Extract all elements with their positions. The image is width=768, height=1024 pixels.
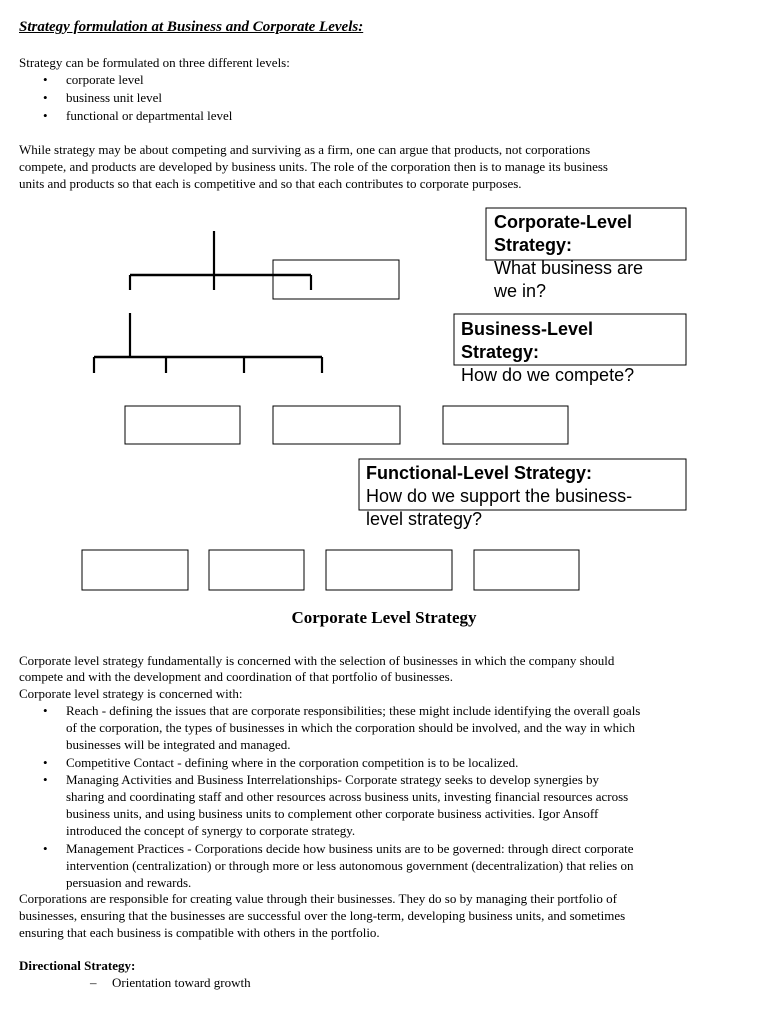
level-item: corporate level (66, 72, 144, 87)
directional-strategy-heading: Directional Strategy: (19, 958, 136, 973)
bullet-icon: • (43, 755, 48, 770)
label-question: How do we support the business- (366, 486, 633, 506)
paragraph-line: ensuring that each business is compatible with others in the portfolio. (19, 925, 380, 940)
label-question: level strategy? (366, 509, 483, 529)
strategy-levels-diagram (0, 200, 768, 600)
bullet-icon: • (43, 841, 48, 856)
paragraph-line: units and products so that each is competitive and so that each contributes to corporate purposes. (19, 176, 522, 191)
paragraph-line: compete and with the development and coordination of that portfolio of businesses. (19, 669, 453, 684)
concern-line: business units, and using business units to complement other corporate business activities. Igor Ansoff (66, 806, 599, 821)
concern-line: intervention (centralization) or through more or less autonomous government (decentralization) that relies on (66, 858, 634, 873)
concern-line: Reach - defining the issues that are corporate responsibilities; these might include identifying the overall goals (66, 703, 641, 718)
label-title: Strategy: (494, 235, 573, 255)
concern-line: of the corporation, the types of businesses in which the corporation should be involved, and the way in which (66, 720, 635, 735)
concern-line: introduced the concept of synergy to corporate strategy. (66, 823, 356, 838)
business-level-label (461, 318, 634, 387)
concern-line: persuasion and rewards. (66, 875, 192, 890)
paragraph-line: Corporations are responsible for creating value through their businesses. They do so by managing their portfolio of (19, 891, 617, 906)
bullet-icon: • (43, 72, 48, 87)
label-question: we in? (494, 281, 547, 301)
document-title: Strategy formulation at Business and Corporate Levels: (19, 19, 364, 35)
paragraph-line: compete, and products are developed by business units. The role of the corporation then is to manage its business (19, 159, 608, 174)
concern-line: Competitive Contact - defining where in the corporation competition is to be localized. (66, 755, 519, 770)
label-title: Functional-Level Strategy: (366, 463, 593, 483)
section-heading: Corporate Level Strategy (291, 608, 477, 627)
functional-level-label (366, 462, 632, 531)
concern-line: businesses will be integrated and managed. (66, 737, 291, 752)
bullet-icon: • (43, 108, 48, 123)
concern-line: Managing Activities and Business Interrelationships- Corporate strategy seeks to develop synergies by (66, 772, 600, 787)
level-item: functional or departmental level (66, 108, 233, 123)
paragraph-line: Corporate level strategy is concerned with: (19, 686, 243, 701)
intro-text: Strategy can be formulated on three different levels: (19, 55, 290, 70)
directional-item: Orientation toward growth (112, 975, 251, 990)
org-chart-lines (0, 200, 768, 600)
label-title: Corporate-Level (494, 212, 633, 232)
paragraph-line: Corporate level strategy fundamentally is concerned with the selection of businesses in which the company should (19, 653, 615, 668)
concern-line: Management Practices - Corporations decide how business units are to be governed: through direct corporate (66, 841, 634, 856)
label-question: What business are (494, 258, 644, 278)
label-question: How do we compete? (461, 365, 635, 385)
paragraph-line: While strategy may be about competing and surviving as a firm, one can argue that products, not corporations (19, 142, 591, 157)
label-title: Business-Level (461, 319, 594, 339)
bullet-icon: • (43, 703, 48, 718)
bullet-icon: • (43, 772, 48, 787)
label-title: Strategy: (461, 342, 540, 362)
level-item: business unit level (66, 90, 163, 105)
paragraph-line: businesses, ensuring that the businesses are successful over the long-term, developing business units, and sometimes (19, 908, 626, 923)
concern-line: sharing and coordinating staff and other resources across business units, investing financial resources across (66, 789, 629, 804)
corporate-level-label (494, 211, 643, 303)
dash-icon: – (90, 975, 97, 990)
bullet-icon: • (43, 90, 48, 105)
